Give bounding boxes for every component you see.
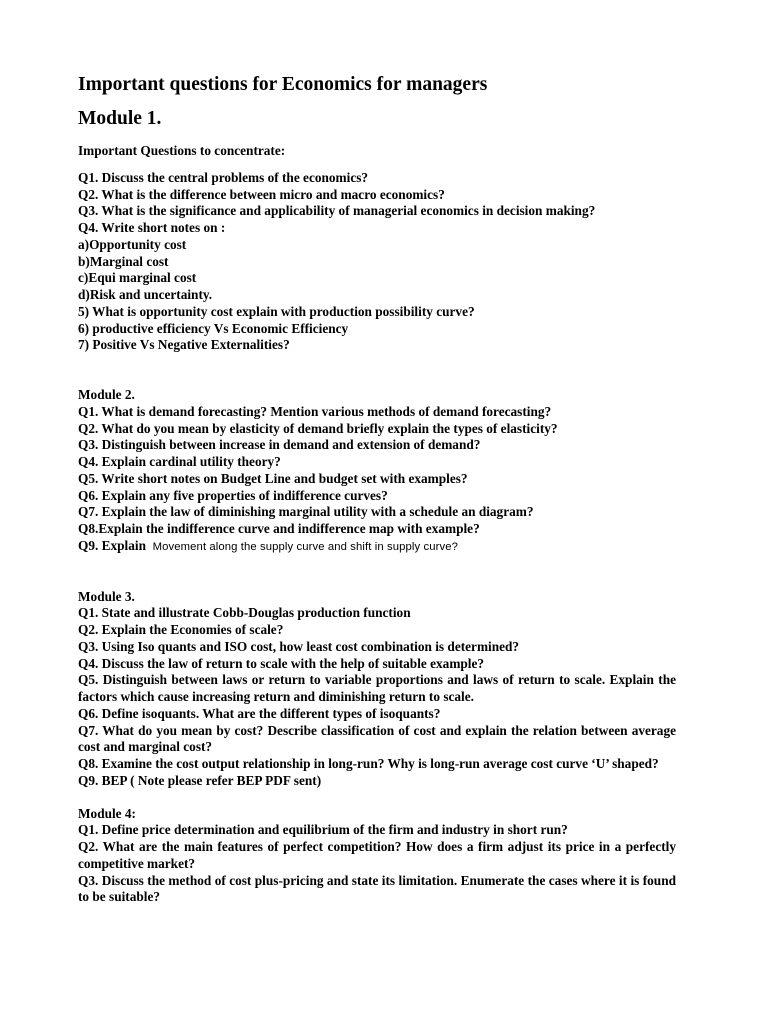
module-3-q5: Q5. Distinguish between laws or return to variable proportions and laws of return to scale. Explain the factors which cause increasing return and diminishing return to scale. (78, 672, 676, 705)
module-4-q1: Q1. Define price determination and equilibrium of the firm and industry in short run? (78, 822, 568, 838)
module-2-q8: Q8.Explain the indifference curve and indifference map with example? (78, 521, 480, 537)
module-1-q7: 7) Positive Vs Negative Externalities? (78, 337, 290, 353)
module-3-q8: Q8. Examine the cost output relationship in long-run? Why is long-run average cost curve ‘U’ shaped? (78, 756, 659, 772)
module-4-q2: Q2. What are the main features of perfect competition? How does a firm adjust its price in a perfectly competitive market? (78, 839, 676, 871)
document-title: Important questions for Economics for managers (78, 74, 488, 95)
module-3-heading: Module 3. (78, 588, 135, 604)
module-3-q7: Q7. What do you mean by cost? Describe classification of cost and explain the relation between average cost and marginal cost? (78, 722, 676, 755)
module-2-q1: Q1. What is demand forecasting? Mention various methods of demand forecasting? (78, 403, 552, 419)
module-3-q2: Q2. Explain the Economies of scale? (78, 622, 284, 638)
module-3-q9: Q9. BEP ( Note please refer BEP PDF sent) (78, 772, 322, 788)
module-3-q3: Q3. Using Iso quants and ISO cost, how least cost combination is determined? (78, 638, 520, 654)
module-2-q9 (78, 538, 676, 556)
module-2-q4: Q4. Explain cardinal utility theory? (78, 454, 281, 470)
module-2-q7: Q7. Explain the law of diminishing marginal utility with a schedule an diagram? (78, 504, 534, 520)
module-4-heading: Module 4: (78, 805, 136, 821)
section-spacer (78, 790, 676, 806)
module-2-q5: Q5. Write short notes on Budget Line and budget set with examples? (78, 470, 468, 486)
section-spacer (78, 354, 676, 387)
module-1-q4-d: d)Risk and uncertainty. (78, 287, 213, 303)
module-1-q4-a: a)Opportunity cost (78, 236, 187, 252)
document-page (78, 72, 676, 906)
module-1-q6: 6) productive efficiency Vs Economic Efficiency (78, 320, 349, 336)
section-spacer (78, 556, 676, 589)
module-1-q1: Q1. Discuss the central problems of the economics? (78, 169, 369, 185)
module-1-heading: Module 1. (78, 108, 162, 129)
module-2-q3: Q3. Distinguish between increase in demand and extension of demand? (78, 437, 481, 453)
module-1-intro: Important Questions to concentrate: (78, 143, 286, 158)
module-2-q2: Q2. What do you mean by elasticity of demand briefly explain the types of elasticity? (78, 420, 558, 436)
module-2-heading: Module 2. (78, 387, 135, 403)
module-1-q4-c: c)Equi marginal cost (78, 270, 197, 286)
module-2-q9-prefix: Q9. Explain (78, 537, 146, 553)
module-3-q6: Q6. Define isoquants. What are the different types of isoquants? (78, 705, 441, 721)
module-3-q4: Q4. Discuss the law of return to scale with the help of suitable example? (78, 655, 485, 671)
module-1-q4-b: b)Marginal cost (78, 253, 169, 269)
module-1-q4: Q4. Write short notes on : (78, 220, 226, 236)
module-1-q5: 5) What is opportunity cost explain with production possibility curve? (78, 303, 475, 319)
module-3-q1: Q1. State and illustrate Cobb-Douglas production function (78, 605, 411, 621)
module-2-q9-text: Movement along the supply curve and shift in supply curve? (152, 540, 458, 553)
module-2-q6: Q6. Explain any five properties of indifference curves? (78, 487, 388, 503)
module-4-q3: Q3. Discuss the method of cost plus-pricing and state its limitation. Enumerate the cases where it is found to be suitable? (78, 872, 676, 905)
module-1-q2: Q2. What is the difference between micro and macro economics? (78, 186, 445, 202)
module-1-q3: Q3. What is the significance and applicability of managerial economics in decision making? (78, 203, 596, 219)
